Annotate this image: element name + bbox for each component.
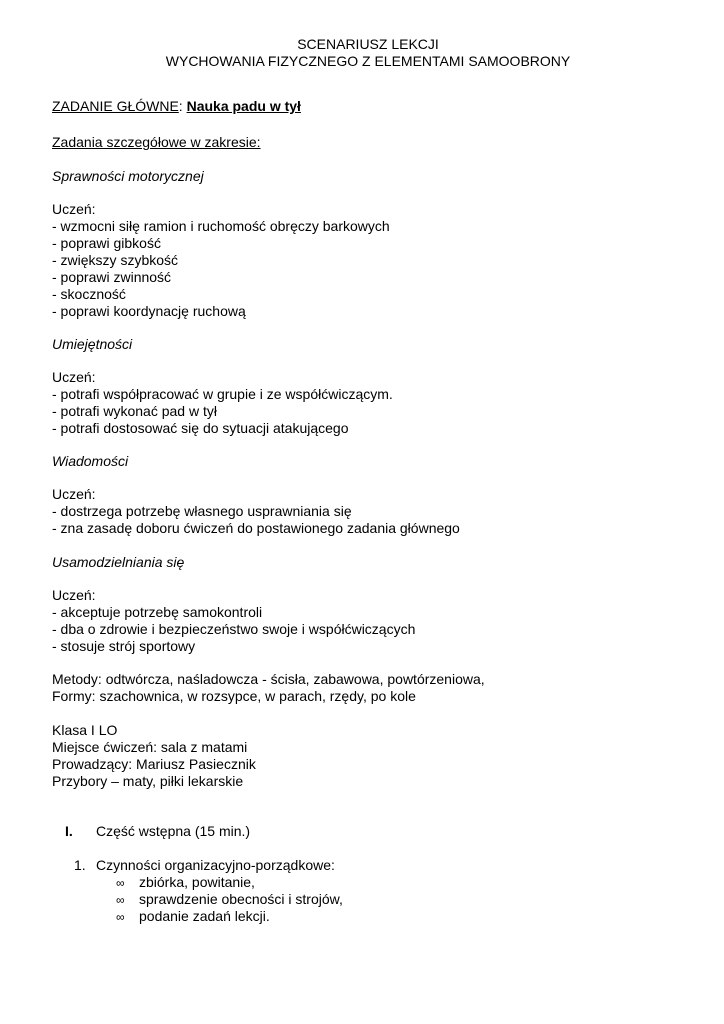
main-task	[52, 98, 301, 115]
methods-line: Metody: odtwórcza, naśladowcza - ścisła, zabawowa, powtórzeniowa,	[52, 671, 485, 687]
list-item: sprawdzenie obecności i strojów,	[139, 891, 343, 907]
part-title: Część wstępna (15 min.)	[96, 823, 251, 839]
bullet-icon: ∞	[116, 893, 125, 907]
knowledge-pupil: Uczeń:	[52, 486, 96, 502]
list-item: - zna zasadę doboru ćwiczeń do postawionego zadania głównego	[52, 520, 460, 536]
list-item: - poprawi zwinność	[52, 269, 172, 285]
list-item: - potrafi wykonać pad w tył	[52, 403, 217, 419]
list-item: - poprawi gibkość	[52, 235, 161, 251]
main-task-value: Nauka padu w tył	[186, 98, 301, 114]
header-title-line-1: SCENARIUSZ LEKCJI	[297, 36, 439, 52]
list-item: - poprawi koordynację ruchową	[52, 303, 246, 319]
detailed-tasks-heading: Zadania szczegółowe w zakresie:	[52, 134, 261, 150]
list-item: - dba o zdrowie i bezpieczeństwo swoje i współćwiczących	[52, 621, 416, 637]
list-item: podanie zadań lekcji.	[139, 908, 270, 924]
list-item: - wzmocni siłę ramion i ruchomość obręczy barkowych	[52, 218, 390, 234]
equipment-info: Przybory – maty, piłki lekarskie	[52, 773, 244, 789]
part-numeral: I.	[65, 823, 73, 839]
teacher-info: Prowadzący: Mariusz Pasiecznik	[52, 756, 256, 772]
list-item: - dostrzega potrzebę własnego usprawniania się	[52, 503, 352, 519]
point-number: 1.	[74, 857, 86, 873]
list-item: - potrafi dostosować się do sytuacji atakującego	[52, 420, 349, 436]
independence-heading: Usamodzielniania się	[52, 554, 185, 570]
bullet-icon: ∞	[116, 876, 125, 890]
list-item: zbiórka, powitanie,	[139, 874, 255, 890]
list-item: - akceptuje potrzebę samokontroli	[52, 604, 263, 620]
independence-pupil: Uczeń:	[52, 587, 96, 603]
place-info: Miejsce ćwiczeń: sala z matami	[52, 739, 248, 755]
main-task-label: ZADANIE GŁÓWNE	[52, 98, 179, 114]
list-item: - zwiększy szybkość	[52, 252, 179, 268]
class-info: Klasa I LO	[52, 722, 118, 738]
motor-heading: Sprawności motorycznej	[52, 168, 204, 184]
main-task-separator: :	[178, 98, 187, 114]
knowledge-heading: Wiadomości	[52, 453, 129, 469]
list-item: - skoczność	[52, 286, 126, 302]
list-item: - stosuje strój sportowy	[52, 638, 196, 654]
list-item: - potrafi współpracować w grupie i ze współćwiczącym.	[52, 386, 393, 402]
motor-pupil: Uczeń:	[52, 201, 96, 217]
forms-line: Formy: szachownica, w rozsypce, w parach, rzędy, po kole	[52, 688, 416, 704]
point-title: Czynności organizacyjno-porządkowe:	[96, 857, 335, 873]
skills-heading: Umiejętności	[52, 336, 133, 352]
header-title-line-2: WYCHOWANIA FIZYCZNEGO Z ELEMENTAMI SAMOOBRONY	[165, 53, 571, 69]
skills-pupil: Uczeń:	[52, 369, 96, 385]
bullet-icon: ∞	[116, 910, 125, 924]
document-header	[0, 36, 724, 70]
